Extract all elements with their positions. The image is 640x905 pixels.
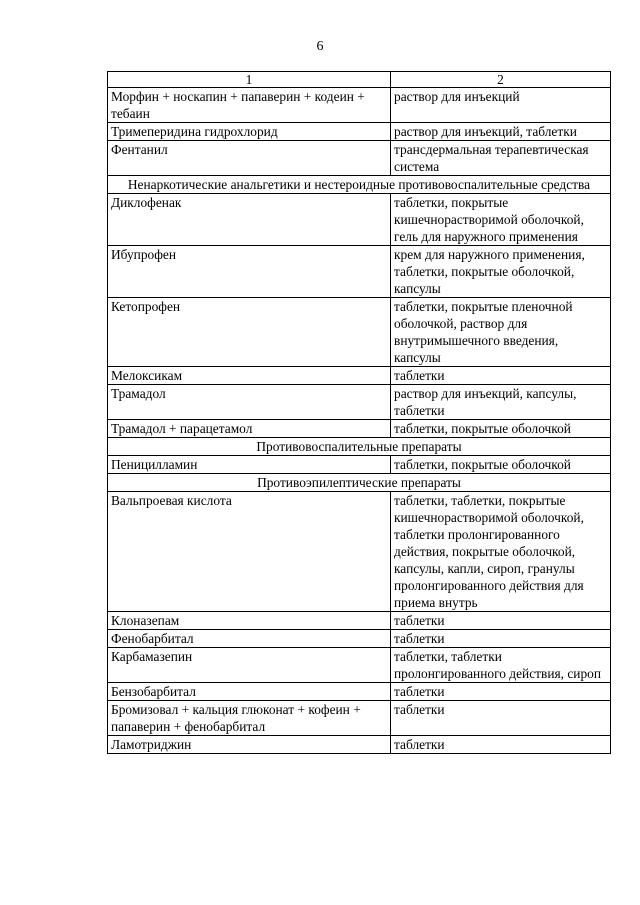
table-row [108,420,611,438]
section-row [108,474,611,492]
drug-name: Пеницилламин [108,456,391,474]
drug-name: Кетопрофен [108,298,391,367]
drug-form: раствор для инъекций, капсулы, таблетки [391,385,611,420]
drug-form: раствор для инъекций [391,88,611,123]
drug-name: Трамадол [108,385,391,420]
column-header-2: 2 [391,72,611,88]
drug-name: Клоназепам [108,612,391,630]
drug-form: таблетки [391,683,611,701]
drug-form: трансдермальная терапевтическая система [391,141,611,176]
drug-name: Морфин + носкапин + папаверин + кодеин + тебаин [108,88,391,123]
drug-name: Ибупрофен [108,246,391,298]
drug-form: таблетки, покрытые оболочкой [391,456,611,474]
drug-form: крем для наружного применения, таблетки, покрытые оболочкой, капсулы [391,246,611,298]
table-row [108,736,611,754]
drug-name: Карбамазепин [108,648,391,683]
table-row [108,123,611,141]
table-row [108,701,611,736]
table-row [108,141,611,176]
drug-name: Трамадол + парацетамол [108,420,391,438]
section-title: Ненаркотические анальгетики и нестероидные противовоспалительные средства [108,176,611,194]
drug-name: Бензобарбитал [108,683,391,701]
drug-form: таблетки [391,701,611,736]
table-row [108,612,611,630]
table-row [108,88,611,123]
table-row [108,648,611,683]
drug-name: Бромизовал + кальция глюконат + кофеин + папаверин + фенобарбитал [108,701,391,736]
drug-name: Вальпроевая кислота [108,492,391,612]
section-row [108,438,611,456]
drug-form: таблетки, таблетки пролонгированного действия, сироп [391,648,611,683]
drug-table [107,71,611,754]
table-header-row [108,72,611,88]
section-title: Противовоспалительные препараты [108,438,611,456]
table-row [108,456,611,474]
table-row [108,385,611,420]
drug-form: таблетки [391,630,611,648]
drug-name: Ламотриджин [108,736,391,754]
table-row [108,630,611,648]
table-row [108,194,611,246]
section-row [108,176,611,194]
table-row [108,246,611,298]
drug-form: раствор для инъекций, таблетки [391,123,611,141]
drug-form: таблетки, покрытые оболочкой [391,420,611,438]
drug-name: Тримеперидина гидрохлорид [108,123,391,141]
table-row [108,492,611,612]
drug-form: таблетки [391,367,611,385]
column-header-1: 1 [108,72,391,88]
table-row [108,298,611,367]
drug-form: таблетки [391,612,611,630]
section-title: Противоэпилептические препараты [108,474,611,492]
drug-name: Мелоксикам [108,367,391,385]
drug-form: таблетки, покрытые пленочной оболочкой, раствор для внутримышечного введения, капсулы [391,298,611,367]
page-number: 6 [316,39,324,54]
drug-form: таблетки, покрытые кишечнорастворимой оболочкой, гель для наружного применения [391,194,611,246]
drug-name: Фентанил [108,141,391,176]
table-row [108,367,611,385]
drug-form: таблетки, таблетки, покрытые кишечнорастворимой оболочкой, таблетки пролонгированного действия, покрытые оболочкой, капсулы, капли, сироп, гранулы пролонгированного действия для приема внутрь [391,492,611,612]
table-row [108,683,611,701]
drug-name: Диклофенак [108,194,391,246]
drug-name: Фенобарбитал [108,630,391,648]
drug-form: таблетки [391,736,611,754]
